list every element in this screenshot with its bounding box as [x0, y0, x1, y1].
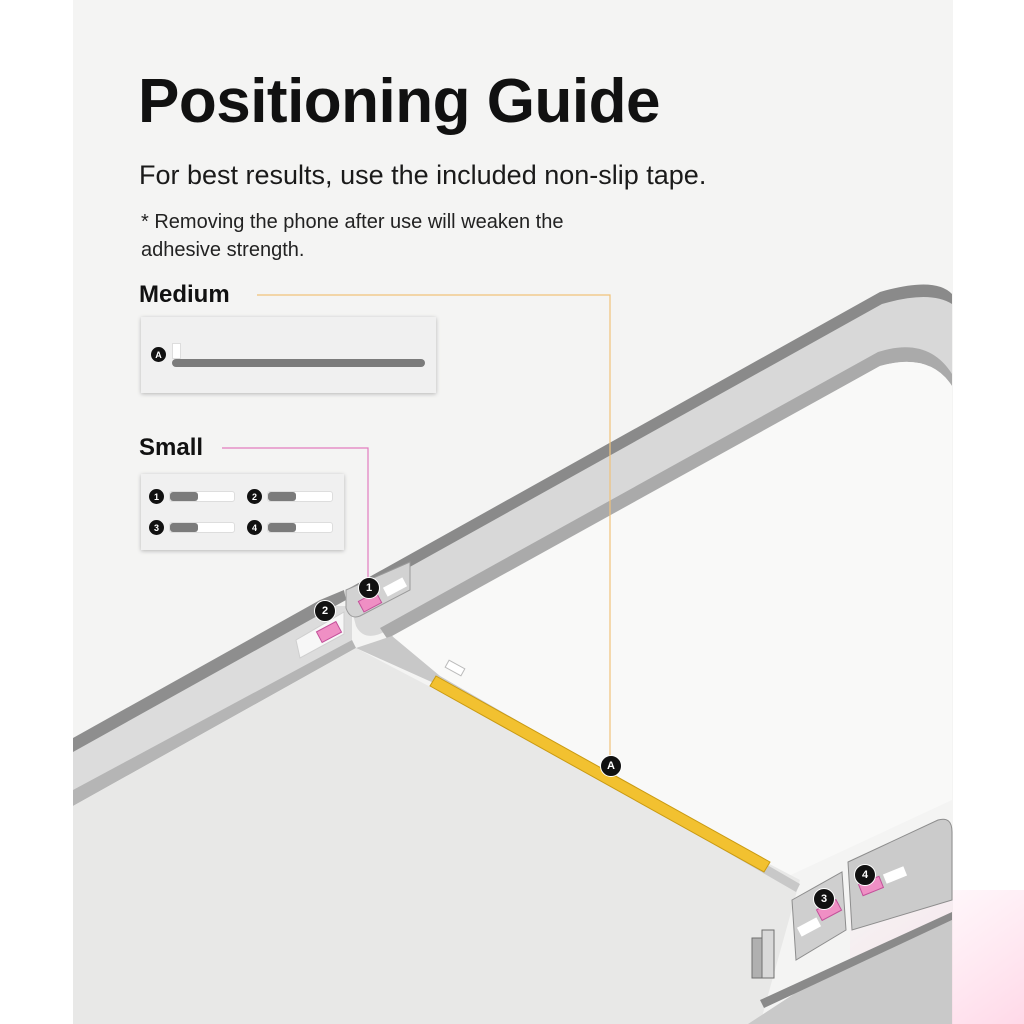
medium-label: Medium: [139, 281, 230, 308]
marker-3: 3: [813, 888, 835, 910]
tape-2-badge: 2: [247, 489, 262, 504]
tape-1-badge: 1: [149, 489, 164, 504]
page-subtitle: For best results, use the included non-slip tape.: [139, 160, 707, 190]
small-tape-3: [169, 522, 235, 533]
marker-4: 4: [854, 864, 876, 886]
tape-4-badge: 4: [247, 520, 262, 535]
tape-a-badge: A: [151, 347, 166, 362]
medium-tape-card: [141, 317, 436, 393]
adhesive-note: * Removing the phone after use will weaken the adhesive strength.: [141, 211, 564, 261]
marker-1: 1: [358, 577, 380, 599]
medium-tape-strip: [172, 359, 425, 367]
medium-tape-tab: [172, 343, 181, 359]
tape-3-badge: 3: [149, 520, 164, 535]
small-tape-2: [267, 491, 333, 502]
small-tape-card: [141, 474, 344, 550]
marker-a: A: [600, 755, 622, 777]
page-title: Positioning Guide: [138, 67, 660, 136]
marker-2: 2: [314, 600, 336, 622]
small-tape-1: [169, 491, 235, 502]
small-tape-4: [267, 522, 333, 533]
small-label: Small: [139, 434, 204, 461]
